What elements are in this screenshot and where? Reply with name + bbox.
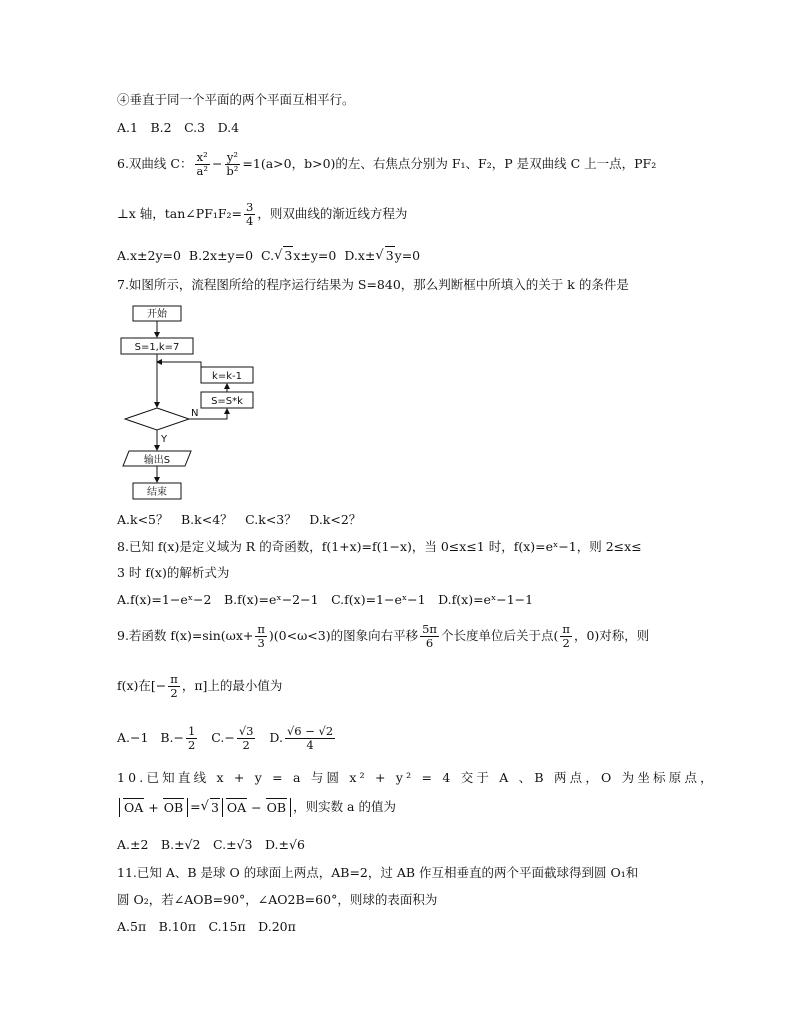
q7-stem: 7.如图所示，流程图所给的程序运行结果为 S=840，那么判断框中所填入的关于 k 的条件是 (117, 277, 629, 292)
q10-line-1: 10.已知直线 x + y = a 与圆 x² + y² = 4 交于 A 、B 两点，O 为坐标原点， (117, 770, 716, 785)
q10-line-2: OA + OB = √ 3 OA − OB ，则实数 a 的值为 (117, 794, 396, 820)
q9-line-1: 9.若函数 f(x)=sin(ωx+ $\frac{\pi}{3}$ )(0<ω<3)的图象向右平移 $\frac{5\pi}{6}$ 个长度单位后关于点( $\frac{\pi}{2}$ ，0)对称，则 (117, 621, 650, 650)
q6-eq-rest: =1(a>0，b>0)的左、右焦点分别为 F₁、F₂，P 是双曲线 C 上一点，PF₂ (242, 156, 657, 171)
flow-init-label: S=1,k=7 (134, 342, 180, 353)
q6-tan-frac: $\frac{3}{4}$ (246, 199, 254, 228)
flow-decrement-label: k=k-1 (212, 371, 242, 382)
q5-options: A.1 B.2 C.3 D.4 (117, 120, 240, 135)
q8-line-1: 8.已知 f(x)是定义域为 R 的奇函数，f(1+x)=f(1−x)，当 0≤x≤1 时，f(x)=eˣ−1，则 2≤x≤ (117, 539, 642, 554)
q8-line-2: 3 时 f(x)的解析式为 (117, 565, 230, 580)
q6-line-1: 6.双曲线 C： $\frac{\text{x²}}{\text{a²}}$ − $\frac{\text{y²}}{\text{b²}}$ =1(a>0，b>0)的左、右焦点分别为 F₁、F₂，P 是双曲线 C 上一点，PF₂ (117, 149, 657, 178)
flow-start-label: 开始 (147, 309, 167, 320)
q7-flowchart (117, 304, 257, 504)
flow-decision-diamond (125, 408, 189, 430)
q6-frac-x: $\frac{\text{x²}}{\text{a²}}$ (196, 149, 208, 178)
flow-yes-label: Y (161, 434, 168, 445)
flow-end-label: 结束 (147, 487, 167, 498)
q8-options: A.f(x)=1−eˣ−2 B.f(x)=eˣ−2−1 C.f(x)=1−eˣ−1 D.f(x)=eˣ−1−1 (117, 592, 534, 607)
q9-line-2: f(x)在[− $\frac{\pi}{2}$ ，π]上的最小值为 (117, 671, 283, 700)
q6-prefix: 6.双曲线 C： (117, 156, 193, 171)
q6-line-2: ⊥x 轴，tan∠PF₁F₂= $\frac{3}{4}$ ，则双曲线的渐近线方程为 (117, 199, 408, 228)
q11-line-2: 圆 O₂，若∠AOB=90°，∠AO2B=60°，则球的表面积为 (117, 892, 438, 907)
q6-options: A.x±2y=0 B.2x±y=0 C. √ 3 x±y=0 D.x± √ 3 y=0 (117, 247, 421, 263)
q6-frac-y: $\frac{\text{y²}}{\text{b²}}$ (226, 149, 239, 178)
flow-multiply-label: S=S*k (211, 396, 243, 407)
flow-output-label: 输出S (143, 455, 171, 466)
flow-no-label: N (191, 408, 199, 419)
q11-line-1: 11.已知 A、B 是球 O 的球面上两点，AB=2，过 AB 作互相垂直的两个平面截球得到圆 O₁和 (117, 865, 639, 880)
q9-options: A.−1 B.− $\frac{1}{2}$ C.− $\frac{√3}{2}$ D. $\frac{√6 - √2}{4}$ (117, 723, 334, 752)
q11-options: A.5π B.10π C.15π D.20π (117, 919, 296, 934)
q10-options: A.±2 B.±√2 C.±√3 D.±√6 (117, 837, 305, 852)
q7-options: A.k<5？ B.k<4？ C.k<3？ D.k<2？ (117, 512, 362, 527)
q5-statement-4: ④垂直于同一个平面的两个平面互相平行。 (117, 92, 355, 107)
